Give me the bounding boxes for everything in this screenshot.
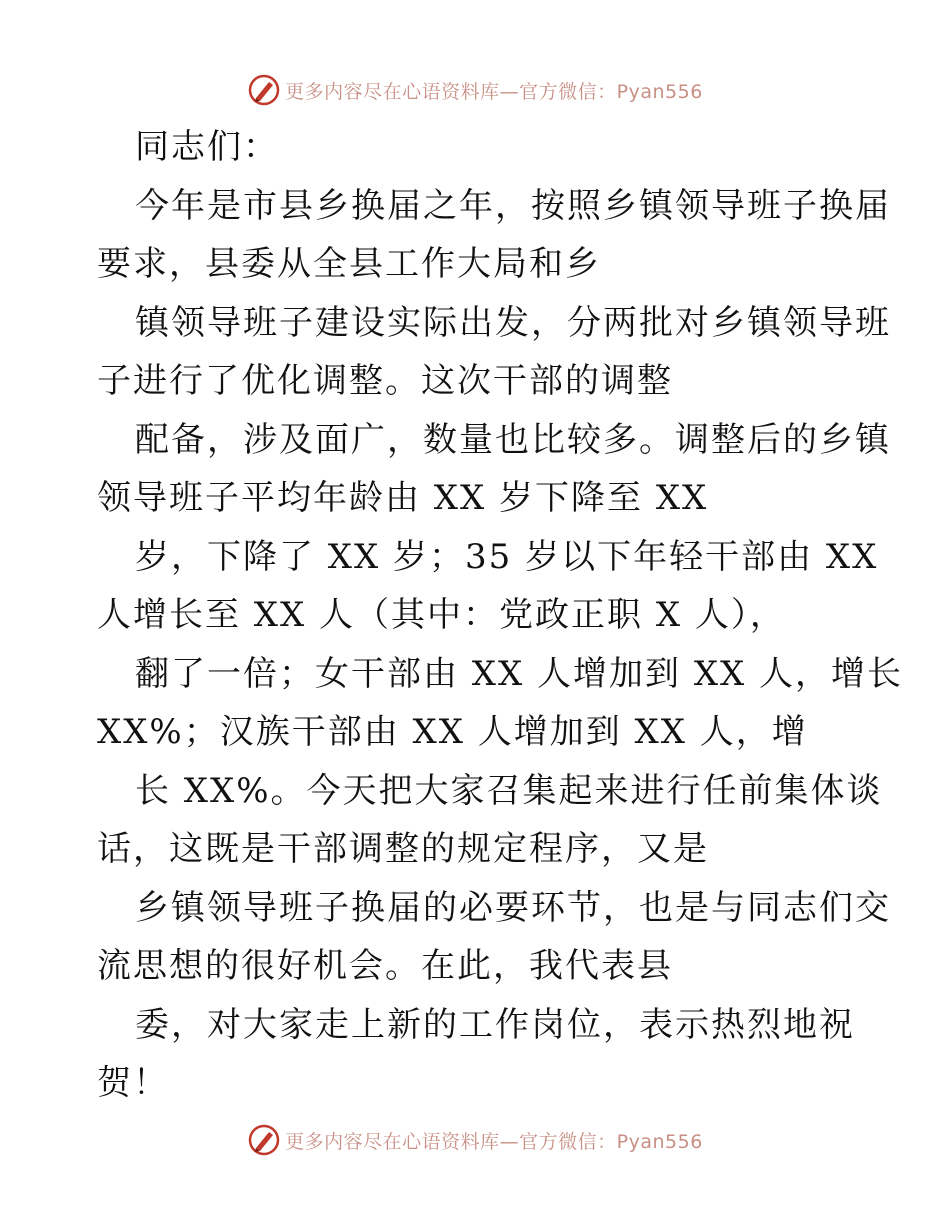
paragraph-line: 领导班子平均年龄由 XX 岁下降至 XX [97,478,709,518]
footer-watermark-text: 更多内容尽在心语资料库—官方微信：Pyan556 [285,1130,703,1153]
paragraph-line: 流思想的很好机会。在此，我代表县 [97,946,673,986]
paragraph-line: 话，这既是干部调整的规定程序，又是 [97,829,709,869]
pen-logo-icon [247,1123,281,1157]
footer-watermark-banner [0,1120,950,1160]
paragraph-line: 委，对大家走上新的工作岗位，表示热烈地祝 [135,1004,855,1045]
paragraph-line: 镇领导班子建设实际出发，分两批对乡镇领导班 [135,302,891,343]
document-body [97,118,904,1113]
paragraph-line: 乡镇领导班子换届的必要环节，也是与同志们交 [135,887,891,928]
pen-logo-icon [247,73,281,107]
paragraph-line: 同志们： [135,127,279,167]
paragraph-line: 人增长至 XX 人（其中：党政正职 X 人）， [97,595,786,635]
paragraph-line: 岁，下降了 XX 岁；35 岁以下年轻干部由 XX [135,536,879,577]
paragraph-line: XX%；汉族干部由 XX 人增加到 XX 人，增 [97,712,808,752]
paragraph-line: 今年是市县乡换届之年，按照乡镇领导班子换届 [135,185,891,226]
header-watermark-text: 更多内容尽在心语资料库—官方微信：Pyan556 [285,80,703,103]
paragraph-line: 贺！ [97,1063,169,1103]
header-watermark-banner [0,70,950,110]
paragraph-line: 要求，县委从全县工作大局和乡 [97,244,601,284]
paragraph-line: 长 XX%。今天把大家召集起来进行任前集体谈 [135,770,883,811]
paragraph-line: 子进行了优化调整。这次干部的调整 [97,361,673,401]
paragraph-line: 翻了一倍；女干部由 XX 人增加到 XX 人，增长 [135,653,904,694]
paragraph-line: 配备，涉及面广，数量也比较多。调整后的乡镇 [135,419,891,460]
